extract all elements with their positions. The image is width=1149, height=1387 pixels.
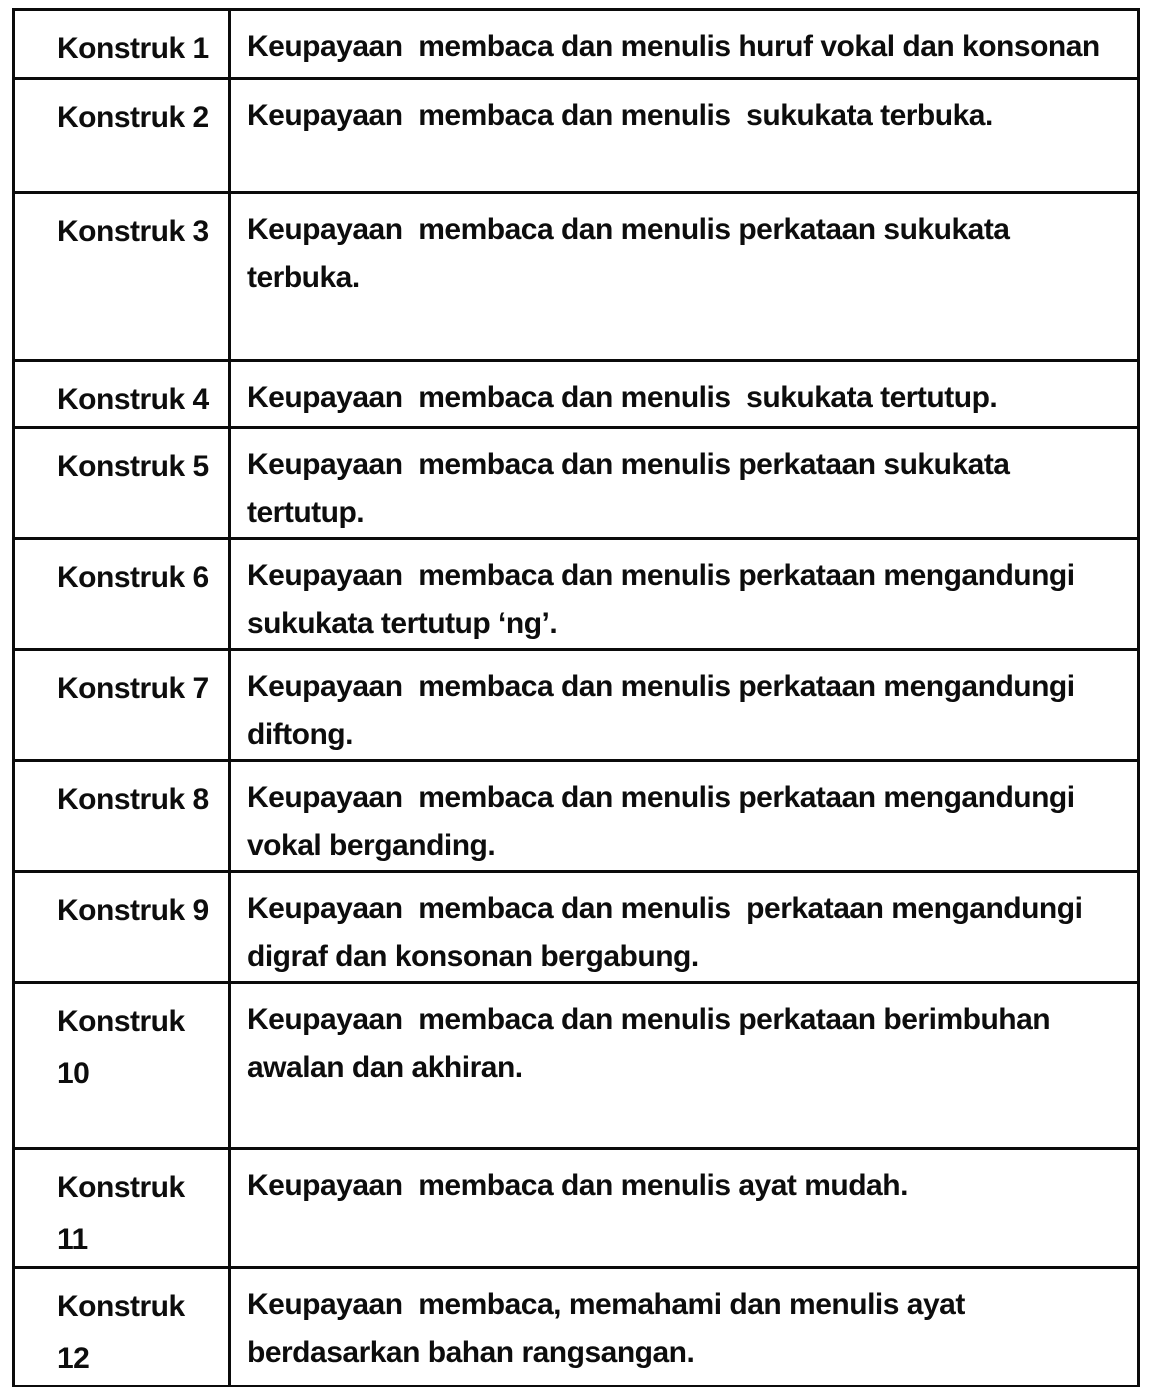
- konstruk-label: Konstruk 11: [14, 1149, 230, 1268]
- konstruk-label: Konstruk 7: [14, 650, 230, 761]
- table-row: [14, 361, 1139, 428]
- table-row: [14, 872, 1139, 983]
- table-row: [14, 10, 1139, 79]
- table-row: [14, 539, 1139, 650]
- konstruk-description: Keupayaan membaca dan menulis perkataan mengandungi diftong.: [230, 650, 1139, 761]
- konstruk-description: Keupayaan membaca dan menulis perkataan sukukata terbuka.: [230, 193, 1139, 361]
- konstruk-description: Keupayaan membaca dan menulis ayat mudah.: [230, 1149, 1139, 1268]
- table-row: [14, 983, 1139, 1149]
- table-row: [14, 1149, 1139, 1268]
- table-row: [14, 650, 1139, 761]
- konstruk-label: Konstruk 1: [14, 10, 230, 79]
- konstruk-label: Konstruk 5: [14, 428, 230, 539]
- konstruk-description: Keupayaan membaca dan menulis sukukata terbuka.: [230, 79, 1139, 193]
- konstruk-label: Konstruk 8: [14, 761, 230, 872]
- konstruk-description: Keupayaan membaca dan menulis perkataan berimbuhan awalan dan akhiran.: [230, 983, 1139, 1149]
- konstruk-label: Konstruk 3: [14, 193, 230, 361]
- table-row: [14, 761, 1139, 872]
- konstruk-label: Konstruk 12: [14, 1268, 230, 1387]
- konstruk-label: Konstruk 10: [14, 983, 230, 1149]
- konstruk-label: Konstruk 9: [14, 872, 230, 983]
- table-row: [14, 79, 1139, 193]
- konstruk-label: Konstruk 6: [14, 539, 230, 650]
- konstruk-description: Keupayaan membaca dan menulis sukukata tertutup.: [230, 361, 1139, 428]
- konstruk-description: Keupayaan membaca, memahami dan menulis ayat berdasarkan bahan rangsangan.: [230, 1268, 1139, 1387]
- konstruk-label: Konstruk 2: [14, 79, 230, 193]
- table-row: [14, 1268, 1139, 1387]
- konstruk-description: Keupayaan membaca dan menulis perkataan sukukata tertutup.: [230, 428, 1139, 539]
- konstruk-description: Keupayaan membaca dan menulis huruf vokal dan konsonan: [230, 10, 1139, 79]
- table-row: [14, 428, 1139, 539]
- konstruk-description: Keupayaan membaca dan menulis perkataan mengandungi sukukata tertutup ‘ng’.: [230, 539, 1139, 650]
- table-row: [14, 193, 1139, 361]
- konstruk-description: Keupayaan membaca dan menulis perkataan mengandungi digraf dan konsonan bergabung.: [230, 872, 1139, 983]
- konstruk-table: [12, 8, 1140, 1387]
- konstruk-label: Konstruk 4: [14, 361, 230, 428]
- konstruk-description: Keupayaan membaca dan menulis perkataan mengandungi vokal berganding.: [230, 761, 1139, 872]
